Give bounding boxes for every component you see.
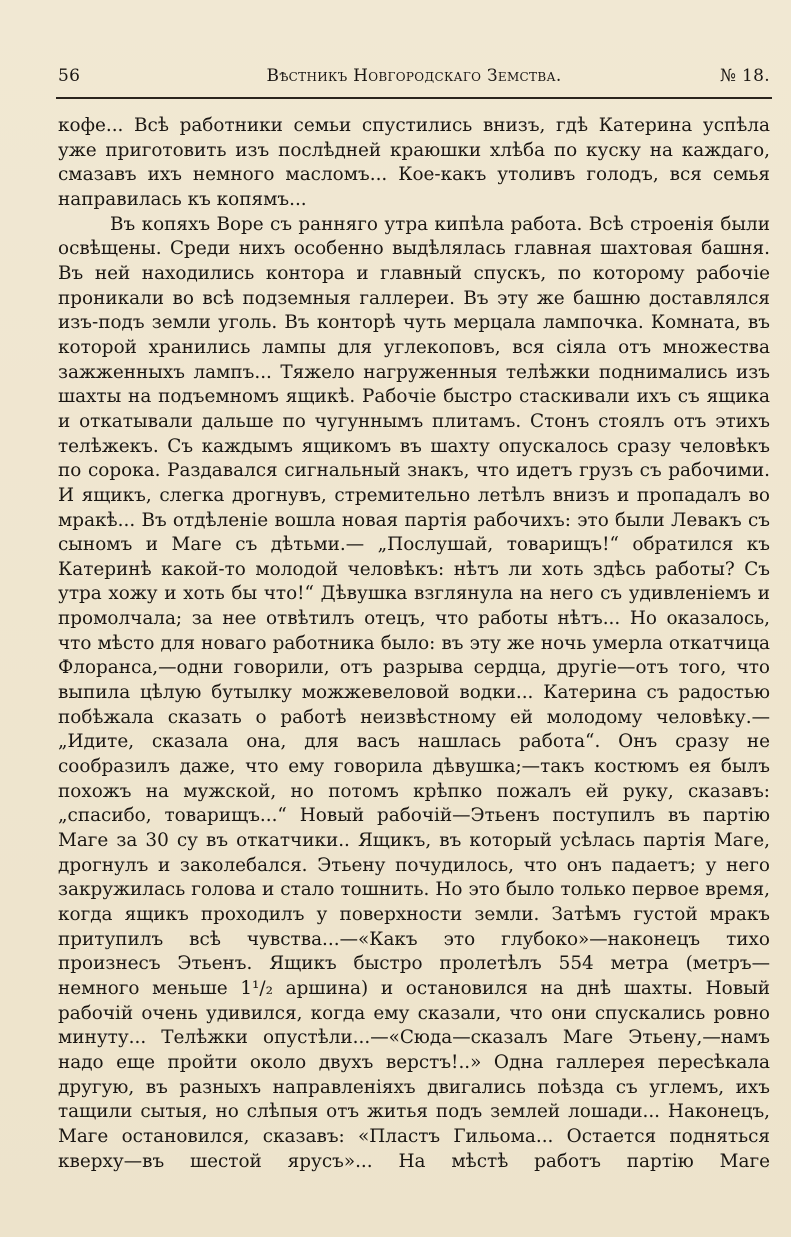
page-number: 56: [58, 66, 81, 86]
issue-number: № 18.: [719, 66, 770, 86]
paragraph-2: Въ копяхъ Воре съ ранняго утра кипѣла работа. Всѣ строенія были освѣщены. Среди нихъ особенно выдѣлялась главная шахтовая башня. Въ ней находились контора и главный спускъ, по которому рабочіе проникали во всѣ подземныя галлереи. Въ эту же башню доставлялся изъ-подъ земли уголь. Въ конторѣ чуть мерцала лампочка. Комната, въ которой хранились лампы для углекоповъ, вся сіяла отъ множества зажженныхъ лампъ... Тяжело нагруженныя телѣжки поднимались изъ шахты на подъемномъ ящикѣ. Рабочіе быстро стаскивали ихъ съ ящика и откатывали дальше по чугуннымъ плитамъ. Стонъ стоялъ отъ этихъ телѣжекъ. Съ каждымъ ящикомъ въ шахту опускалось сразу человѣкъ по сорока. Раздавался сигнальный знакъ, что идетъ грузъ съ рабочими. И ящикъ, слегка дрогнувъ, стремительно летѣлъ внизъ и пропадалъ во мракѣ... Въ отдѣленіе вошла новая партія рабочихъ: это были Левакъ съ сыномъ и Маге съ дѣтьми.— „Послушай, товарищъ!“ обратился къ Катеринѣ какой-то молодой человѣкъ: нѣтъ ли хоть здѣсь работы? Съ утра хожу и хоть бы что!“ Дѣвушка взглянула на него съ удивленіемъ и промолчала; за нее отвѣтилъ отецъ, что работы нѣтъ... Но оказалось, что мѣсто для новаго работника было: въ эту же ночь умерла откатчица Флоранса,—одни говорили, отъ разрыва сердца, другіе—отъ того, что выпила цѣлую бутылку можжевеловой водки... Катерина съ радостью побѣжала сказать о работѣ неизвѣстному ей молодому человѣку.— „Идите, сказала она, для васъ нашлась работа“. Онъ сразу не сообразилъ даже, что ему говорила дѣвушка;—такъ костюмъ ея былъ похожъ на мужской, но потомъ крѣпко пожалъ ей руку, сказавъ: „спасибо, товарищъ...“ Новый рабочій—Этьенъ поступилъ въ партію Маге за 30 су въ откатчики.. Ящикъ, въ который усѣлась партія Маге, дрогнулъ и заколебался. Этьену почудилось, что онъ падаетъ; у него закружилась голова и стало тошнить. Но это было только первое время, когда ящикъ проходилъ у поверхности земли. Затѣмъ густой мракъ притупилъ всѣ чувства...—«Какъ это глубоко»—наконецъ тихо произнесъ Этьенъ. Ящикъ быстро пролетѣлъ 554 метра (метръ—немного меньше 1¹/₂ аршина) и остановился на днѣ шахты. Новый рабочій очень удивился, когда ему сказали, что они спускались ровно минуту... Телѣжки опустѣли...—«Сюда—сказалъ Маге Этьену,—намъ надо еще пройти около двухъ верстъ!..» Одна галлерея пересѣкала другую, въ разныхъ направленіяхъ двигались поѣзда съ углемъ, ихъ тащили сытыя, но слѣпыя отъ житья подъ землей лошади... Наконецъ, Маге остановился, сказавъ: «Пластъ Гильома... Остается подняться кверху—въ шестой ярусъ»... На мѣстѣ работъ партію Маге: [58, 213, 770, 1172]
journal-title: Вѣстникъ Новгородскаго Земства.: [266, 66, 562, 86]
running-header: [58, 66, 770, 94]
header-rule: [56, 97, 772, 99]
paragraph-1: кофе... Всѣ работники семьи спустились внизъ, гдѣ Катерина успѣла уже приготовить изъ послѣдней краюшки хлѣба по куску на каждаго, смазавъ ихъ немного масломъ... Кое-какъ утоливъ голодъ, вся семья направилась къ копямъ...: [58, 115, 770, 210]
article-body: [58, 114, 770, 1174]
